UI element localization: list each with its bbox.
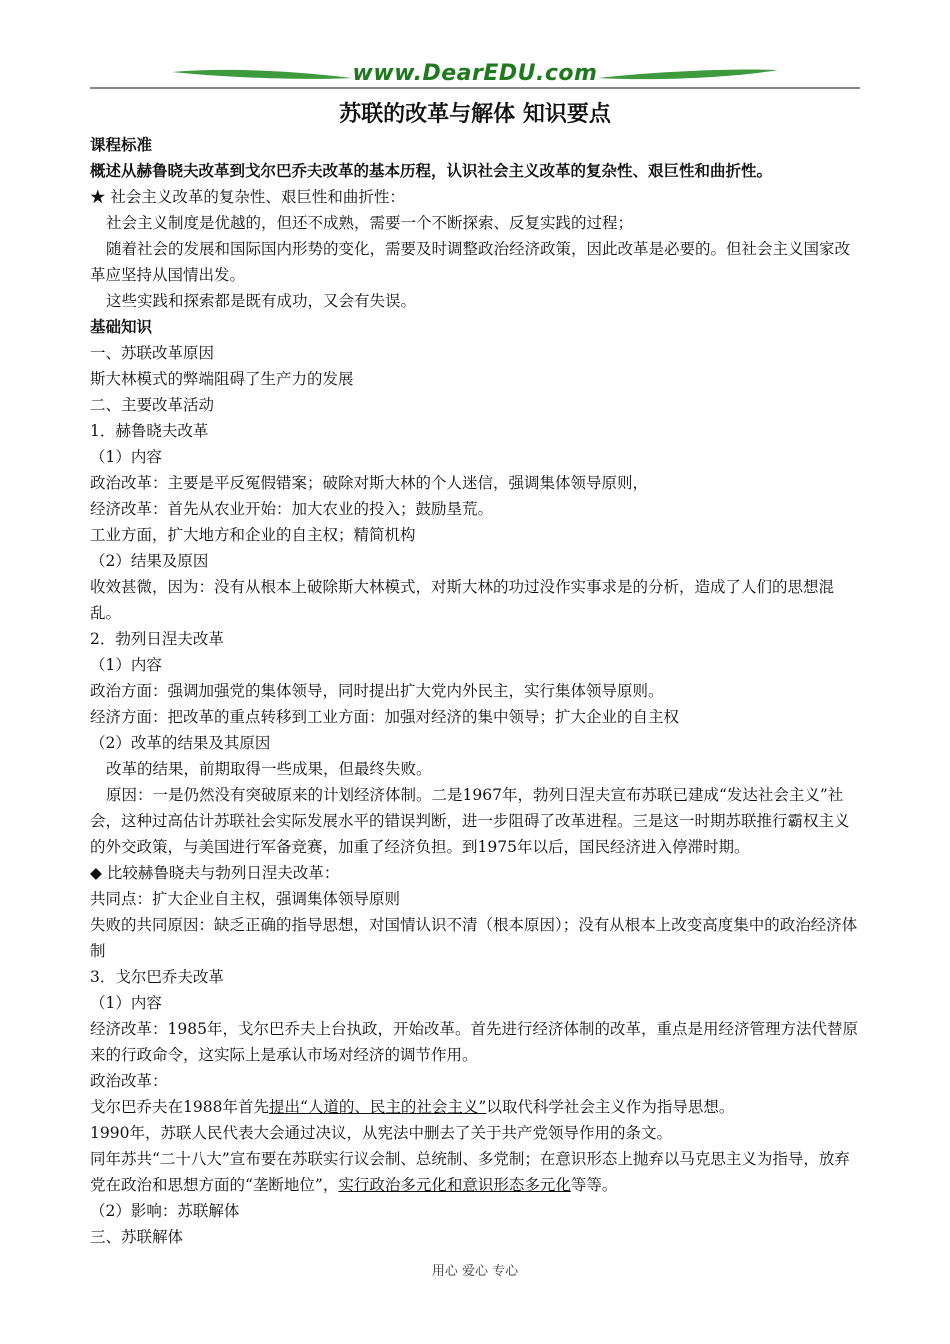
- brezhnev-political: 政治方面：强调加强党的集体领导，同时提出扩大党内外民主，实行集体领导原则。: [90, 682, 664, 700]
- compare-common: 共同点：扩大企业自主权，强调集体领导原则: [90, 890, 401, 908]
- khrushchev-political: 政治改革：主要是平反冤假错案；破除对斯大林的个人迷信，强调集体领导原则，: [90, 474, 649, 492]
- paragraph-1: 社会主义制度是优越的，但还不成熟，需要一个不断探索、反复实践的过程；: [106, 214, 634, 232]
- brezhnev-title: 2．勃列日涅夫改革: [90, 630, 224, 648]
- khrushchev-content-heading: （1）内容: [90, 448, 162, 466]
- section-3-title: 三、苏联解体: [90, 1228, 184, 1246]
- gorbachev-p1-lead: 戈尔巴乔夫在1988年首先: [90, 1098, 269, 1116]
- basics-heading: 基础知识: [90, 318, 153, 336]
- gorbachev-p1-tail: 以取代科学社会主义作为指导思想。: [486, 1098, 735, 1116]
- compare-heading: ◆ 比较赫鲁晓夫与勃列日涅夫改革：: [90, 864, 340, 882]
- section-2-title: 二、主要改革活动: [90, 396, 215, 414]
- gorbachev-political-heading: 政治改革：: [90, 1072, 168, 1090]
- khrushchev-result-heading: （2）结果及原因: [90, 552, 209, 570]
- khrushchev-industry: 工业方面，扩大地方和企业的自主权；精简机构: [90, 526, 416, 544]
- humane-socialism-underlined: 提出“人道的、民主的社会主义”: [268, 1098, 487, 1116]
- paragraph-3: 这些实践和探索都是既有成功，又会有失误。: [106, 292, 417, 310]
- section-1-text: 斯大林模式的弊端阻碍了生产力的发展: [90, 370, 354, 388]
- khrushchev-economic: 经济改革：首先从农业开始：加大农业的投入；鼓励垦荒。: [90, 500, 494, 518]
- pluralism-underlined: 实行政治多元化和意识形态多元化: [338, 1176, 571, 1194]
- gorbachev-economic: 经济改革：1985年，戈尔巴乔夫上台执政，开始改革。首先进行经济体制的改革，重点是用经济管理方法代替原来的行政命令，这实际上是承认市场对经济的调节作用。: [90, 1020, 858, 1064]
- gorbachev-political-3: [90, 1146, 860, 1198]
- gorbachev-title: 3．戈尔巴乔夫改革: [90, 968, 224, 986]
- brezhnev-economic: 经济方面：把改革的重点转移到工业方面：加强对经济的集中领导；扩大企业的自主权: [90, 708, 680, 726]
- page-title: 苏联的改革与解体 知识要点: [339, 101, 611, 127]
- gorbachev-content-heading: （1）内容: [90, 994, 162, 1012]
- gorbachev-political-2: 1990年，苏联人民代表大会通过决议，从宪法中删去了关于共产党领导作用的条文。: [90, 1124, 672, 1142]
- standard-text: 概述从赫鲁晓夫改革到戈尔巴乔夫改革的基本历程，认识社会主义改革的复杂性、艰巨性和曲折性。: [90, 162, 773, 180]
- banner-text: www.DearEDU.com: [352, 61, 598, 86]
- gorbachev-effect: （2）影响：苏联解体: [90, 1202, 240, 1220]
- section-1-title: 一、苏联改革原因: [90, 344, 215, 362]
- gorbachev-p3-lead: 同年苏共“二十八大”宣布要在苏联实行议会制、总统制、多党制；在意识形态上抛弃以马克思主义为指导，放弃党在政治和思想方面的“垄断地位”，: [90, 1150, 850, 1194]
- brezhnev-result: 改革的结果，前期取得一些成果，但最终失败。: [106, 760, 432, 778]
- brezhnev-result-heading: （2）改革的结果及其原因: [90, 734, 271, 752]
- standard-heading: 课程标准: [90, 136, 153, 154]
- compare-failure: 失败的共同原因：缺乏正确的指导思想，对国情认识不清（根本原因）；没有从根本上改变高度集中的政治经济体制: [90, 916, 858, 960]
- brezhnev-reason: 原因：一是仍然没有突破原来的计划经济体制。二是1967年，勃列日涅夫宣布苏联已建成“发达社会主义”社会，这种过高估计苏联社会实际发展水平的错误判断，进一步阻碍了改革进程。三是这一时期苏联推行霸权主义的外交政策，与美国进行军备竞赛，加重了经济负担。到1975年以后，国民经济进入停滞时期。: [90, 786, 850, 856]
- site-banner: [90, 58, 860, 92]
- khrushchev-result: 收效甚微，因为：没有从根本上破除斯大林模式，对斯大林的功过没作实事求是的分析，造成了人们的思想混乱。: [90, 578, 835, 622]
- gorbachev-p3-tail: 等等。: [570, 1176, 618, 1194]
- khrushchev-title: 1．赫鲁晓夫改革: [90, 422, 209, 440]
- paragraph-2: 随着社会的发展和国际国内形势的变化，需要及时调整政治经济政策，因此改革是必要的。但社会主义国家改革应坚持从国情出发。: [90, 240, 851, 284]
- star-point: ★ 社会主义改革的复杂性、艰巨性和曲折性：: [90, 188, 405, 206]
- document-body: [90, 96, 860, 1250]
- page-footer: 用心 爱心 专心: [431, 1264, 519, 1279]
- gorbachev-political-1: [90, 1094, 860, 1120]
- brezhnev-content-heading: （1）内容: [90, 656, 162, 674]
